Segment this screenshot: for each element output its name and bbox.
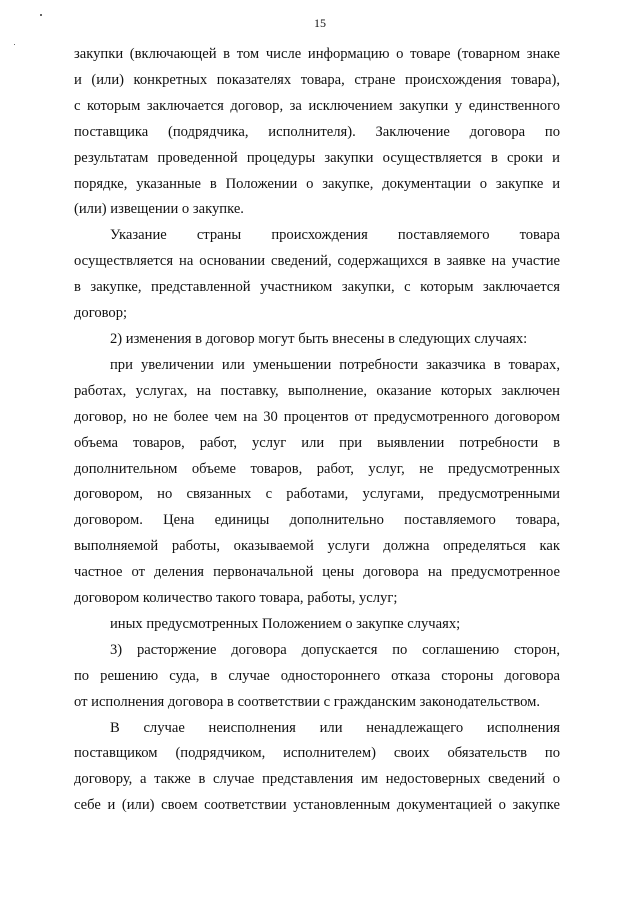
paragraph	[74, 42, 560, 223]
text-line: частное от деления первоначальной цены договора на предусмотренное	[74, 564, 560, 581]
text-line: В случае неисполнения или ненадлежащего исполнения	[110, 719, 560, 736]
text-line: порядке, указанные в Положении о закупке, документации о закупке и	[74, 175, 560, 192]
text-line: дополнительном объеме товаров, работ, услуг, не предусмотренных	[74, 460, 560, 477]
text-line: работах, услугах, на поставку, выполнение, оказание которых заключен	[74, 382, 560, 399]
scan-speck	[40, 14, 42, 16]
text-line: договором. Цена единицы дополнительно поставляемого товара,	[74, 512, 560, 529]
paragraph	[74, 716, 560, 820]
page-number: 15	[314, 16, 326, 30]
text-line: договор;	[74, 305, 128, 322]
text-line: иных предусмотренных Положением о закупке случаях;	[110, 615, 461, 632]
text-line: Указание страны происхождения поставляемого товара	[110, 227, 560, 244]
paragraph	[74, 612, 560, 638]
scan-speck	[14, 44, 15, 45]
text-line: 2) изменения в договор могут быть внесены в следующих случаях:	[110, 330, 528, 347]
text-line: закупки (включающей в том числе информацию о товаре (товарном знаке	[74, 46, 560, 62]
text-line: поставщика (подрядчика, исполнителя). Заключение договора по	[74, 123, 560, 140]
text-line: себе и (или) своем соответствии установленным документацией о закупке	[74, 797, 560, 814]
text-line: договору, а также в случае представления им недостоверных сведений о	[74, 771, 560, 788]
text-line: 3) расторжение договора допускается по соглашению сторон,	[110, 641, 560, 658]
text-line: осуществляется на основании сведений, содержащихся в заявке на участие	[74, 253, 560, 270]
text-line: в закупке, представленной участником закупки, с которым заключается	[74, 279, 560, 296]
paragraph	[74, 223, 560, 327]
paragraph	[74, 327, 560, 353]
text-line: результатам проведенной процедуры закупки осуществляется в сроки и	[74, 149, 560, 166]
text-line: от исполнения договора в соответствии с гражданским законодательством.	[74, 693, 541, 710]
document-body	[74, 42, 560, 819]
text-line: поставщиком (подрядчиком, исполнителем) своих обязательств по	[74, 745, 560, 762]
text-line: (или) извещении о закупке.	[74, 201, 244, 218]
text-line: по решению суда, в случае одностороннего отказа стороны договора	[74, 667, 560, 684]
text-line: с которым заключается договор, за исключением закупки у единственного	[74, 97, 560, 114]
text-line: выполняемой работы, оказываемой услуги должна определяться как	[74, 538, 560, 555]
paragraph	[74, 638, 560, 716]
text-line: договором количество такого товара, работы, услуг;	[74, 590, 398, 607]
text-line: договором, но связанных с работами, услугами, предусмотренными	[74, 486, 560, 503]
text-line: и (или) конкретных показателях товара, стране происхождения товара),	[74, 71, 560, 88]
text-line: объема товаров, работ, услуг или при выявлении потребности в	[74, 434, 560, 451]
text-line: при увеличении или уменьшении потребности заказчика в товарах,	[110, 356, 560, 373]
paragraph	[74, 353, 560, 612]
text-line: договор, но не более чем на 30 процентов от предусмотренного договором	[74, 408, 560, 425]
